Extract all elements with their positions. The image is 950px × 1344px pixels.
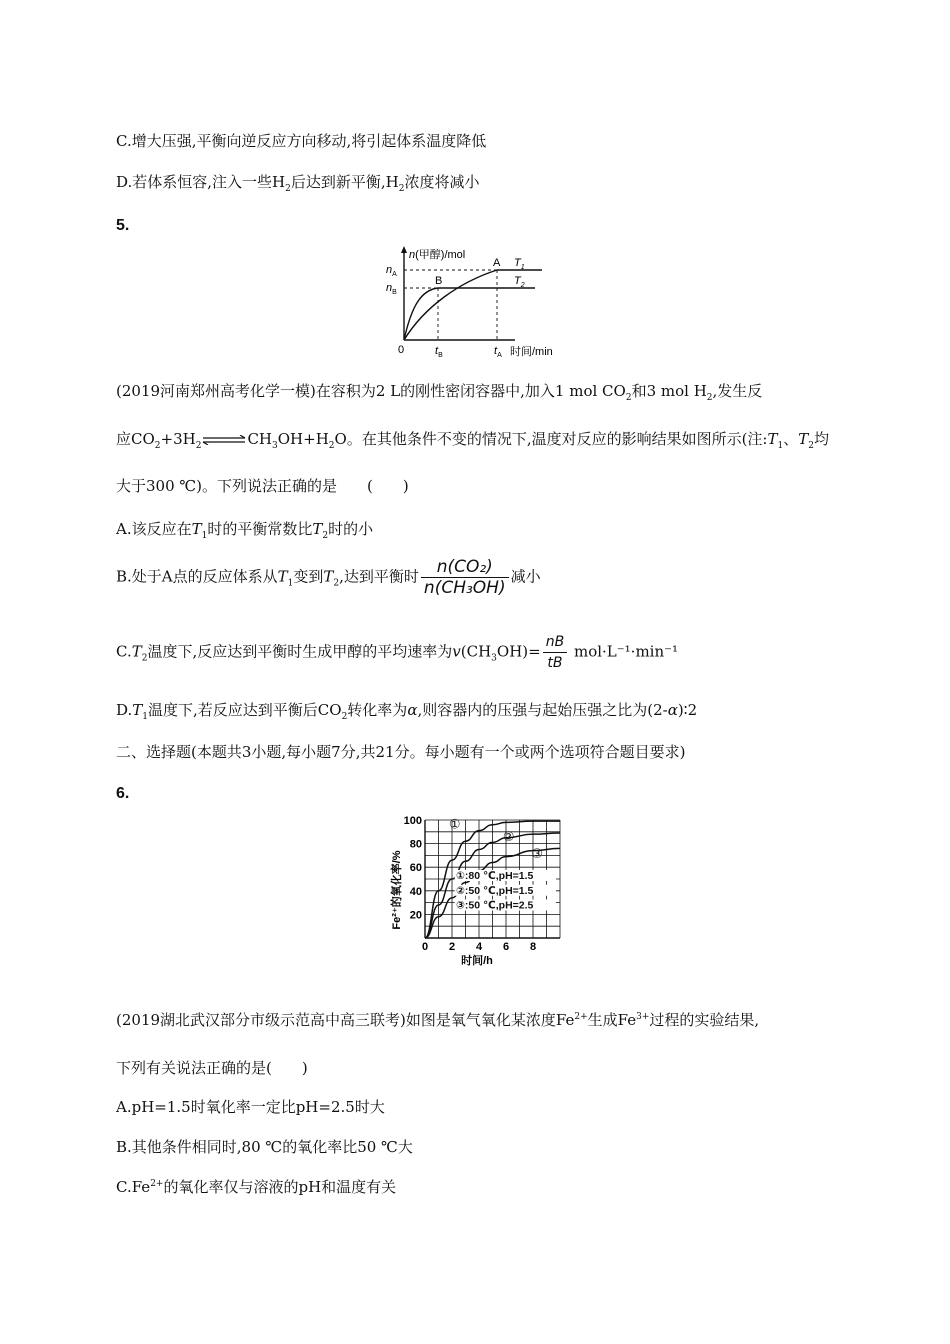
q5-xlabel: 时间/min <box>510 346 553 358</box>
legend-entry-3: ③:50 ℃,pH=2.5 <box>456 899 534 912</box>
series-marker-2: ② <box>502 829 515 845</box>
q6-stem-line2: 下列有关说法正确的是( ) <box>116 1059 308 1077</box>
q5-curve-T1 <box>404 270 542 340</box>
q5-option-d: $D.T_1$温度下,若反应达到平衡后$CO_2$转化率为α,则容器内的压强与起始压强之比为(2-α)∶2 <box>116 701 698 722</box>
q6-ylabel: Fe²⁺的氧化率/% <box>391 850 403 930</box>
q5-option-b: B.处于A点的反应体系从$T_1$变到$T_2$,达到平衡时 $\frac{\text{n(CO₂)}}{\text{n(CH₃OH)}}$ 减小 <box>116 557 541 598</box>
q6-option-c: $C.Fe^{2+}$的氧化率仅与溶液的pH和温度有关 <box>116 1178 397 1196</box>
q5-ylabel: n(甲醇)/mol <box>409 249 466 261</box>
option-c-prev: C.增大压强,平衡向逆反应方向移动,将引起体系温度降低 <box>116 132 487 150</box>
x-tick-label: 0 <box>421 941 429 953</box>
question-6-number: 6. <box>116 785 130 802</box>
y-tick-label: 60 <box>409 862 422 875</box>
x-tick-label: 8 <box>529 941 537 953</box>
q5-origin: 0 <box>398 344 405 356</box>
y-tick-label: 100 <box>403 815 422 827</box>
q5-chart <box>380 244 570 364</box>
question-5-number: 5. <box>116 217 130 234</box>
q5-option-c-fraction: $\frac{nB}{tB}$ <box>543 632 567 673</box>
q6-stem-line1: (2019湖北武汉部分市级示范高中高三联考)如图是氧气氧化某浓度$Fe^{2+}$生成$Fe^{3+}$过程的实验结果, <box>116 1011 760 1029</box>
x-tick-label: 4 <box>475 941 483 953</box>
option-d-prev: D.若体系恒容,注入一些$H_2$后达到新平衡$,H_2$浓度将减小 <box>116 173 480 194</box>
q5-option-b-fraction: $\frac{\text{n(CO₂)}}{\text{n(CH₃OH)}}$ <box>421 557 509 598</box>
q5-option-c: $C.T_2$温度下,反应达到平衡时生成甲醇的平均速率为$v(CH_3OH)=$ $\frac{nB}{tB}$ mol·L⁻¹·min⁻¹ <box>116 634 679 671</box>
q5-point-A: A <box>493 257 501 269</box>
q5-stem-line3: 大于300 ℃)。下列说法正确的是 ( ) <box>116 477 409 495</box>
q5-label-T2: $T_2$ <box>514 275 525 289</box>
q6-option-a: A.pH=1.5时氧化率一定比pH=2.5时大 <box>116 1098 385 1116</box>
q5-label-tB: $t_B$ <box>435 345 443 359</box>
series-marker-3: ③ <box>531 845 543 861</box>
q5-option-a: A.该反应在$T_1$时的平衡常数比$T_2$时的小 <box>116 520 374 541</box>
q6-chart <box>380 812 580 972</box>
q5-label-nA: $n_A$ <box>386 264 397 278</box>
q5-point-B: B <box>435 275 443 287</box>
legend-entry-1: ①:80 ℃,pH=1.5 <box>456 870 534 882</box>
x-tick-label: 6 <box>502 941 510 953</box>
y-tick-label: 20 <box>409 909 422 922</box>
x-tick-label: 2 <box>448 941 456 953</box>
q5-label-tA: $t_A$ <box>494 345 502 359</box>
q5-stem-line2: 应$CO_2+3H_2$ $CH_3OH+H_2O$。在其他条件不变的情况下,温度对反应的影响结果如图所示(注$:T_1$、$T_2$均 <box>116 430 830 451</box>
q6-xlabel: 时间/h <box>461 955 493 967</box>
q5-stem-line1: (2019河南郑州高考化学一模)在容积为2 L的刚性密闭容器中,加入1 mol $CO_2$和3 mol $H_2$,发生反 <box>116 382 763 403</box>
q5-label-T1: $T_1$ <box>514 257 525 271</box>
section-2-heading: 二、选择题(本题共3小题,每小题7分,共21分。每小题有一个或两个选项符合题目要求) <box>116 743 686 761</box>
q6-option-b: B.其他条件相同时,80 ℃的氧化率比50 ℃大 <box>116 1138 413 1156</box>
y-tick-label: 40 <box>409 885 422 898</box>
series-marker-1: ① <box>448 816 461 832</box>
q5-label-nB: $n_B$ <box>386 282 397 296</box>
y-tick-label: 80 <box>409 838 422 851</box>
legend-entry-2: ②:50 ℃,pH=1.5 <box>456 884 534 897</box>
equilibrium-arrow-icon <box>201 435 247 445</box>
